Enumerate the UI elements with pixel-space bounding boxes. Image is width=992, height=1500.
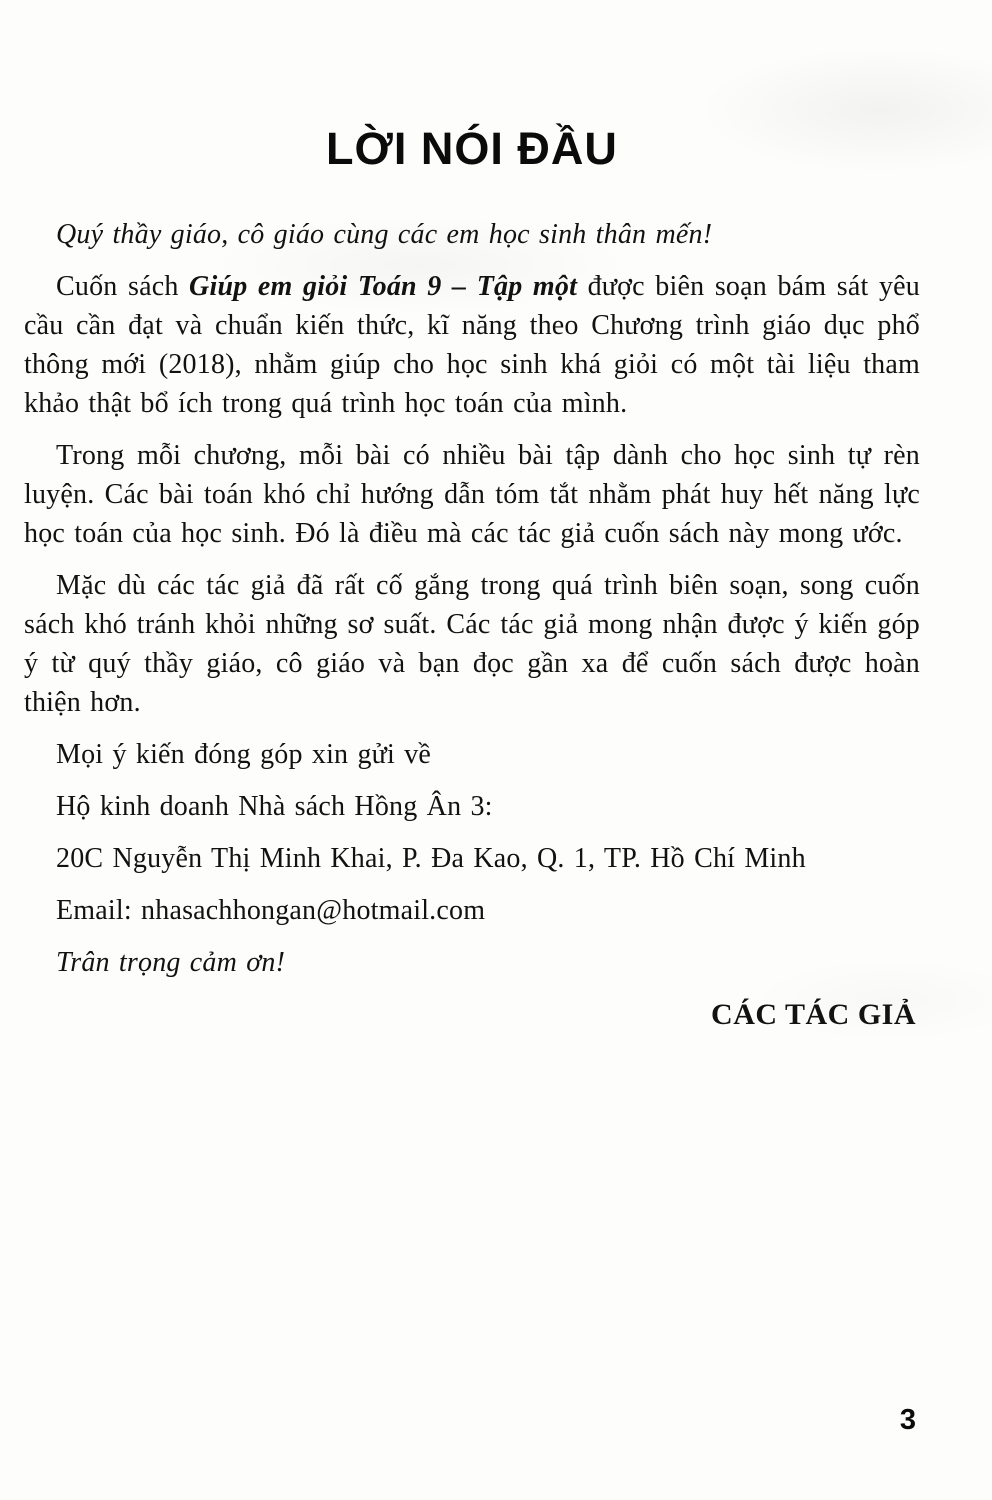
page-content [24,0,920,1034]
publisher-line: Hộ kinh doanh Nhà sách Hồng Ân 3: [56,791,493,822]
address-line: 20C Nguyễn Thị Minh Khai, P. Đa Kao, Q. 1, TP. Hồ Chí Minh [56,843,806,874]
feedback-line: Mọi ý kiến đóng góp xin gửi về [56,739,432,770]
intro-text-after: được biên soạn bám sát yêu cầu cần đạt và chuẩn kiến thức, kĩ năng theo Chương trình giáo dục phổ thông mới (2018), nhằm giúp cho học sinh khá giỏi có một tài liệu tham khảo thật bổ ích trong quá trình học toán của mình. [24,271,920,419]
page-number: 3 [899,1404,916,1436]
book-title-text: Giúp em giỏi Toán 9 – Tập một [189,271,578,302]
authors-signature: CÁC TÁC GIẢ [711,998,916,1031]
thanks-line: Trân trọng cảm ơn! [56,947,286,978]
intro-text-before: Cuốn sách [56,271,190,302]
page-title: LỜI NÓI ĐẦU [326,123,618,174]
greeting-paragraph: Quý thầy giáo, cô giáo cùng các em học sinh thân mến! [56,219,713,250]
email-line: Email: nhasachhongan@hotmail.com [56,895,486,926]
practice-paragraph: Trong mỗi chương, mỗi bài có nhiều bài tập dành cho học sinh tự rèn luyện. Các bài toán khó chỉ hướng dẫn tóm tắt nhằm phát huy hết năng lực học toán của học sinh. Đó là điều mà các tác giả cuốn sách này mong ước. [24,440,920,549]
intro-paragraph [24,267,920,423]
apology-paragraph: Mặc dù các tác giả đã rất cố gắng trong quá trình biên soạn, song cuốn sách khó tránh khỏi những sơ suất. Các tác giả mong nhận được ý kiến góp ý từ quý thầy giáo, cô giáo và bạn đọc gần xa để cuốn sách được hoàn thiện hơn. [24,570,920,718]
